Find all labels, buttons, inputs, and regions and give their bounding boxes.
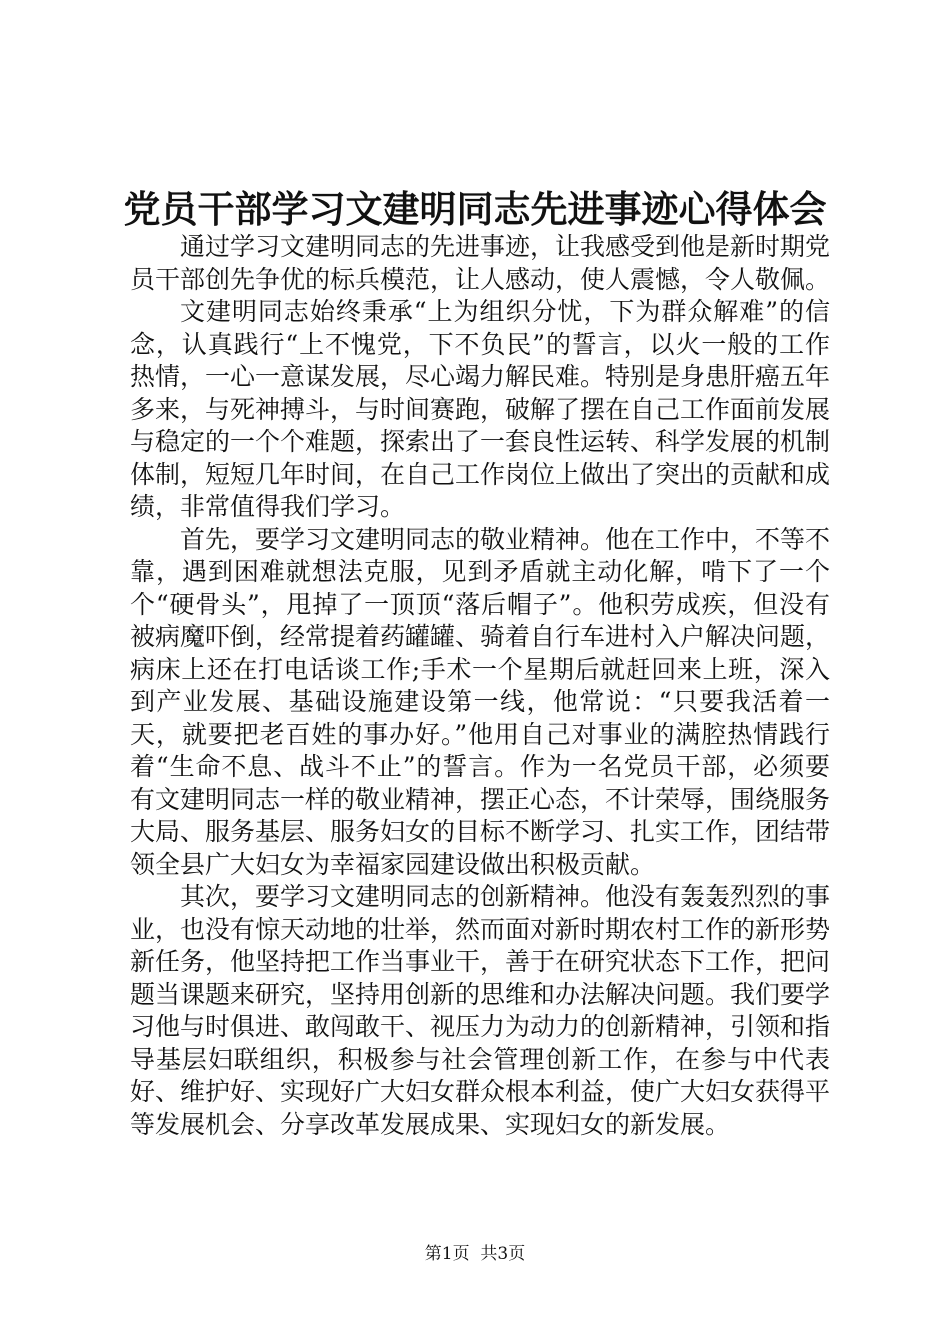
footer-spacer [470,1244,481,1264]
document-body [130,231,830,1141]
paragraph-3: 首先，要学习文建明同志的敬业精神。他在工作中，不等不靠，遇到困难就想法克服，见到矛盾就主动化解，啃下了一个个“硬骨头”，甩掉了一顶顶“落后帽子”。他积劳成疾，但没有被病魔吓倒，经常提着药罐罐、骑着自行车进村入户解决问题，病床上还在打电话谈工作;手术一个星期后就赶回来上班，深入到产业发展、基础设施建设第一线，他常说：“只要我活着一天，就要把老百姓的事办好。”他用自己对事业的满腔热情践行着“生命不息、战斗不止”的誓言。作为一名党员干部，必须要有文建明同志一样的敬业精神，摆正心态，不计荣辱，围绕服务大局、服务基层、服务妇女的目标不断学习、扎实工作，团结带领全县广大妇女为幸福家园建设做出积极贡献。 [130,524,831,879]
document-title: 党员干部学习文建明同志先进事迹心得体会 [123,187,827,231]
page-number: 第1页 [424,1244,470,1264]
page-total: 共3页 [480,1244,526,1264]
paragraph-4: 其次，要学习文建明同志的创新精神。他没有轰轰烈烈的事业，也没有惊天动地的壮举，然而面对新时期农村工作的新形势新任务，他坚持把工作当事业干，善于在研究状态下工作，把问题当课题来研究，坚持用创新的思维和办法解决问题。我们要学习他与时俱进、敢闯敢干、视压力为动力的创新精神，引领和指导基层妇联组织，积极参与社会管理创新工作，在参与中代表好、维护好、实现好广大妇女群众根本利益，使广大妇女获得平等发展机会、分享改革发展成果、实现妇女的新发展。 [130,882,831,1139]
page-footer [0,1243,950,1265]
paragraph-2: 文建明同志始终秉承“上为组织分忧，下为群众解难”的信念，认真践行“上不愧党，下不负民”的誓言，以火一般的工作热情，一心一意谋发展，尽心竭力解民难。特别是身患肝癌五年多来，与死神搏斗，与时间赛跑，破解了摆在自己工作面前发展与稳定的一个个难题，探索出了一套良性运转、科学发展的机制体制，短短几年时间，在自己工作岗位上做出了突出的贡献和成绩，非常值得我们学习。 [130,297,831,521]
paragraph-1: 通过学习文建明同志的先进事迹，让我感受到他是新时期党员干部创先争优的标兵模范，让人感动，使人震憾，令人敬佩。 [130,232,831,294]
